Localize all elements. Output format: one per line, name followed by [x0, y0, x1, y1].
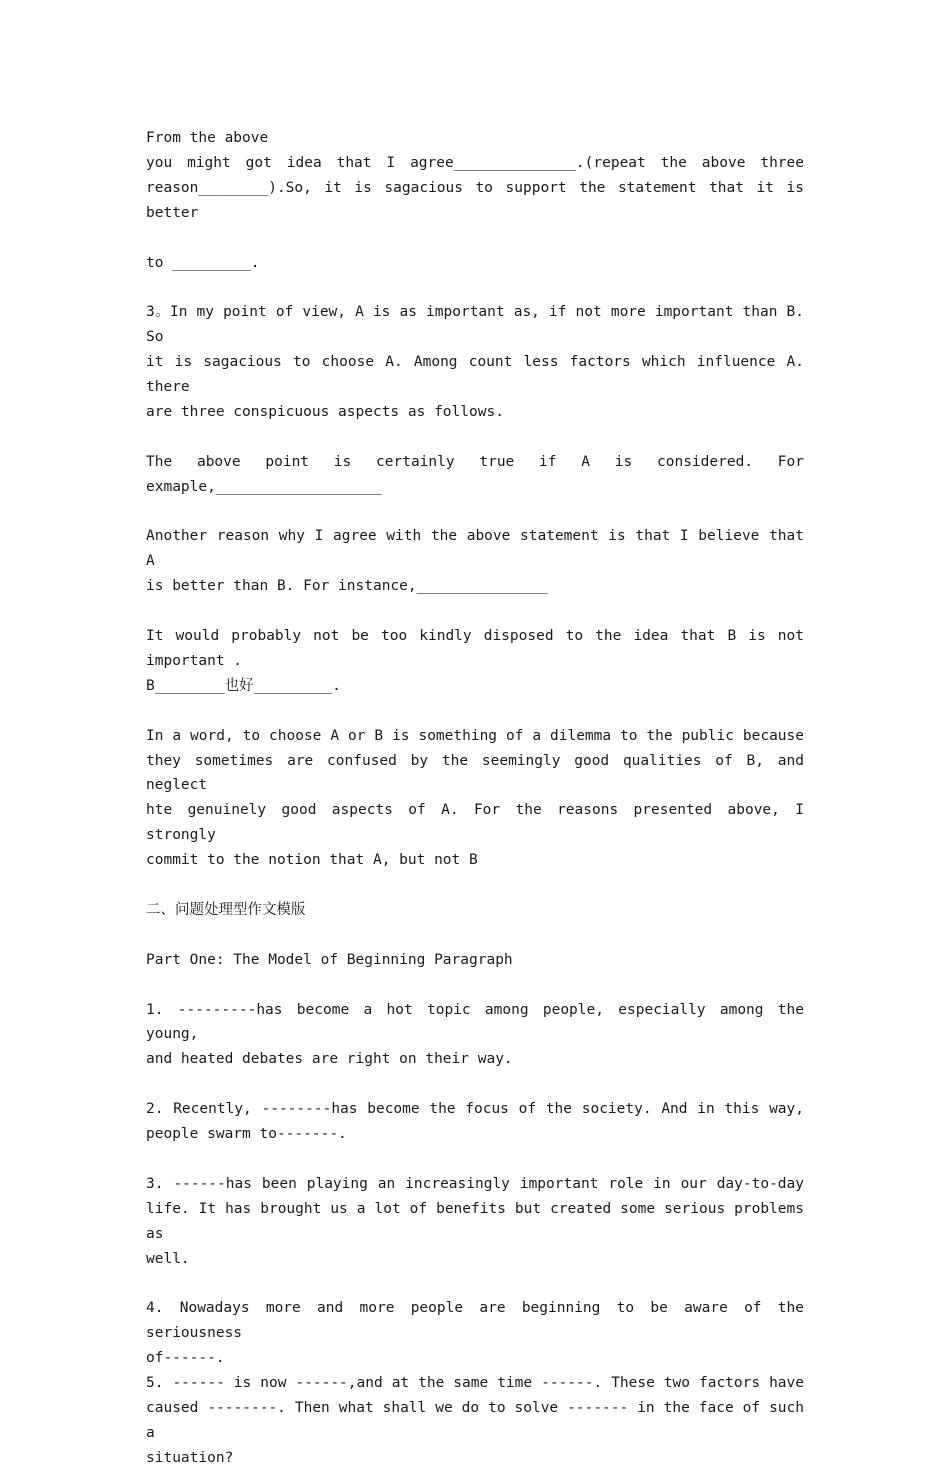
paragraph-line: you might got idea that I agree______________.(repeat the above three	[146, 154, 804, 171]
paragraph-line: B________也好_________.	[146, 677, 341, 694]
paragraph-line: 3. ------has been playing an increasingly important role in our day-to-day	[146, 1175, 804, 1192]
another-reason-paragraph	[146, 524, 804, 599]
paragraph-line: 5. ------ is now ------,and at the same time ------. These two factors have	[146, 1375, 804, 1392]
list-item	[146, 998, 804, 1073]
paragraph-line: and heated debates are right on their way.	[146, 1051, 513, 1068]
paragraph-line: 1. ---------has become a hot topic among people, especially among the young,	[146, 1001, 804, 1043]
section-heading: 二、问题处理型作文模版	[146, 901, 306, 918]
paragraph-line: It would probably not be too kindly disposed to the idea that B is not	[146, 628, 804, 645]
paragraph-line: is better than B. For instance,_______________	[146, 578, 548, 595]
list-item	[146, 1097, 804, 1147]
paragraph-line: reason________).So, it is sagacious to support the statement that it is better	[146, 179, 804, 221]
point-three-paragraph	[146, 300, 804, 425]
paragraph-line: they sometimes are confused by the seemingly good qualities of B, and neglect	[146, 752, 804, 794]
paragraph-line: well.	[146, 1250, 190, 1267]
conclusion-paragraph	[146, 126, 804, 275]
paragraph-line: important .	[146, 652, 243, 669]
paragraph-line: The above point is certainly true if A is considered. For	[146, 453, 804, 470]
paragraph-line: of------.	[146, 1350, 225, 1367]
document-page	[146, 126, 804, 1471]
paragraph-line: 2. Recently, --------has become the focus of the society. And in this way,	[146, 1101, 804, 1118]
paragraph-line: to _________.	[146, 254, 260, 271]
paragraph-line: From the above	[146, 130, 269, 146]
part-one-heading: Part One: The Model of Beginning Paragraph	[146, 951, 513, 968]
paragraph-line: situation?	[146, 1449, 234, 1466]
paragraph-line: people swarm to-------.	[146, 1126, 347, 1143]
list-item	[146, 1172, 804, 1272]
list-item	[146, 1296, 804, 1371]
paragraph-line: life. It has brought us a lot of benefits but created some serious problems as	[146, 1200, 804, 1242]
above-point-paragraph	[146, 450, 804, 500]
paragraph-line: 4. Nowadays more and more people are beginning to be aware of the seriousness	[146, 1300, 804, 1342]
paragraph-line: caused --------. Then what shall we do to solve ------- in the face of such a	[146, 1400, 804, 1441]
paragraph-line: Another reason why I agree with the above statement is that I believe that A	[146, 528, 804, 570]
paragraph-line: it is sagacious to choose A. Among count less factors which influence A. there	[146, 354, 804, 396]
paragraph-line: hte genuinely good aspects of A. For the reasons presented above, I strongly	[146, 802, 804, 844]
paragraph-line: 3。In my point of view, A is as important as, if not more important than B. So	[146, 304, 804, 346]
in-a-word-paragraph	[146, 724, 804, 873]
paragraph-line: In a word, to choose A or B is something of a dilemma to the public because	[146, 727, 804, 744]
would-probably-paragraph	[146, 624, 804, 699]
paragraph-line: are three conspicuous aspects as follows.	[146, 403, 504, 420]
paragraph-line: exmaple,___________________	[146, 478, 382, 495]
list-item	[146, 1371, 804, 1471]
paragraph-line: commit to the notion that A, but not B	[146, 852, 478, 869]
